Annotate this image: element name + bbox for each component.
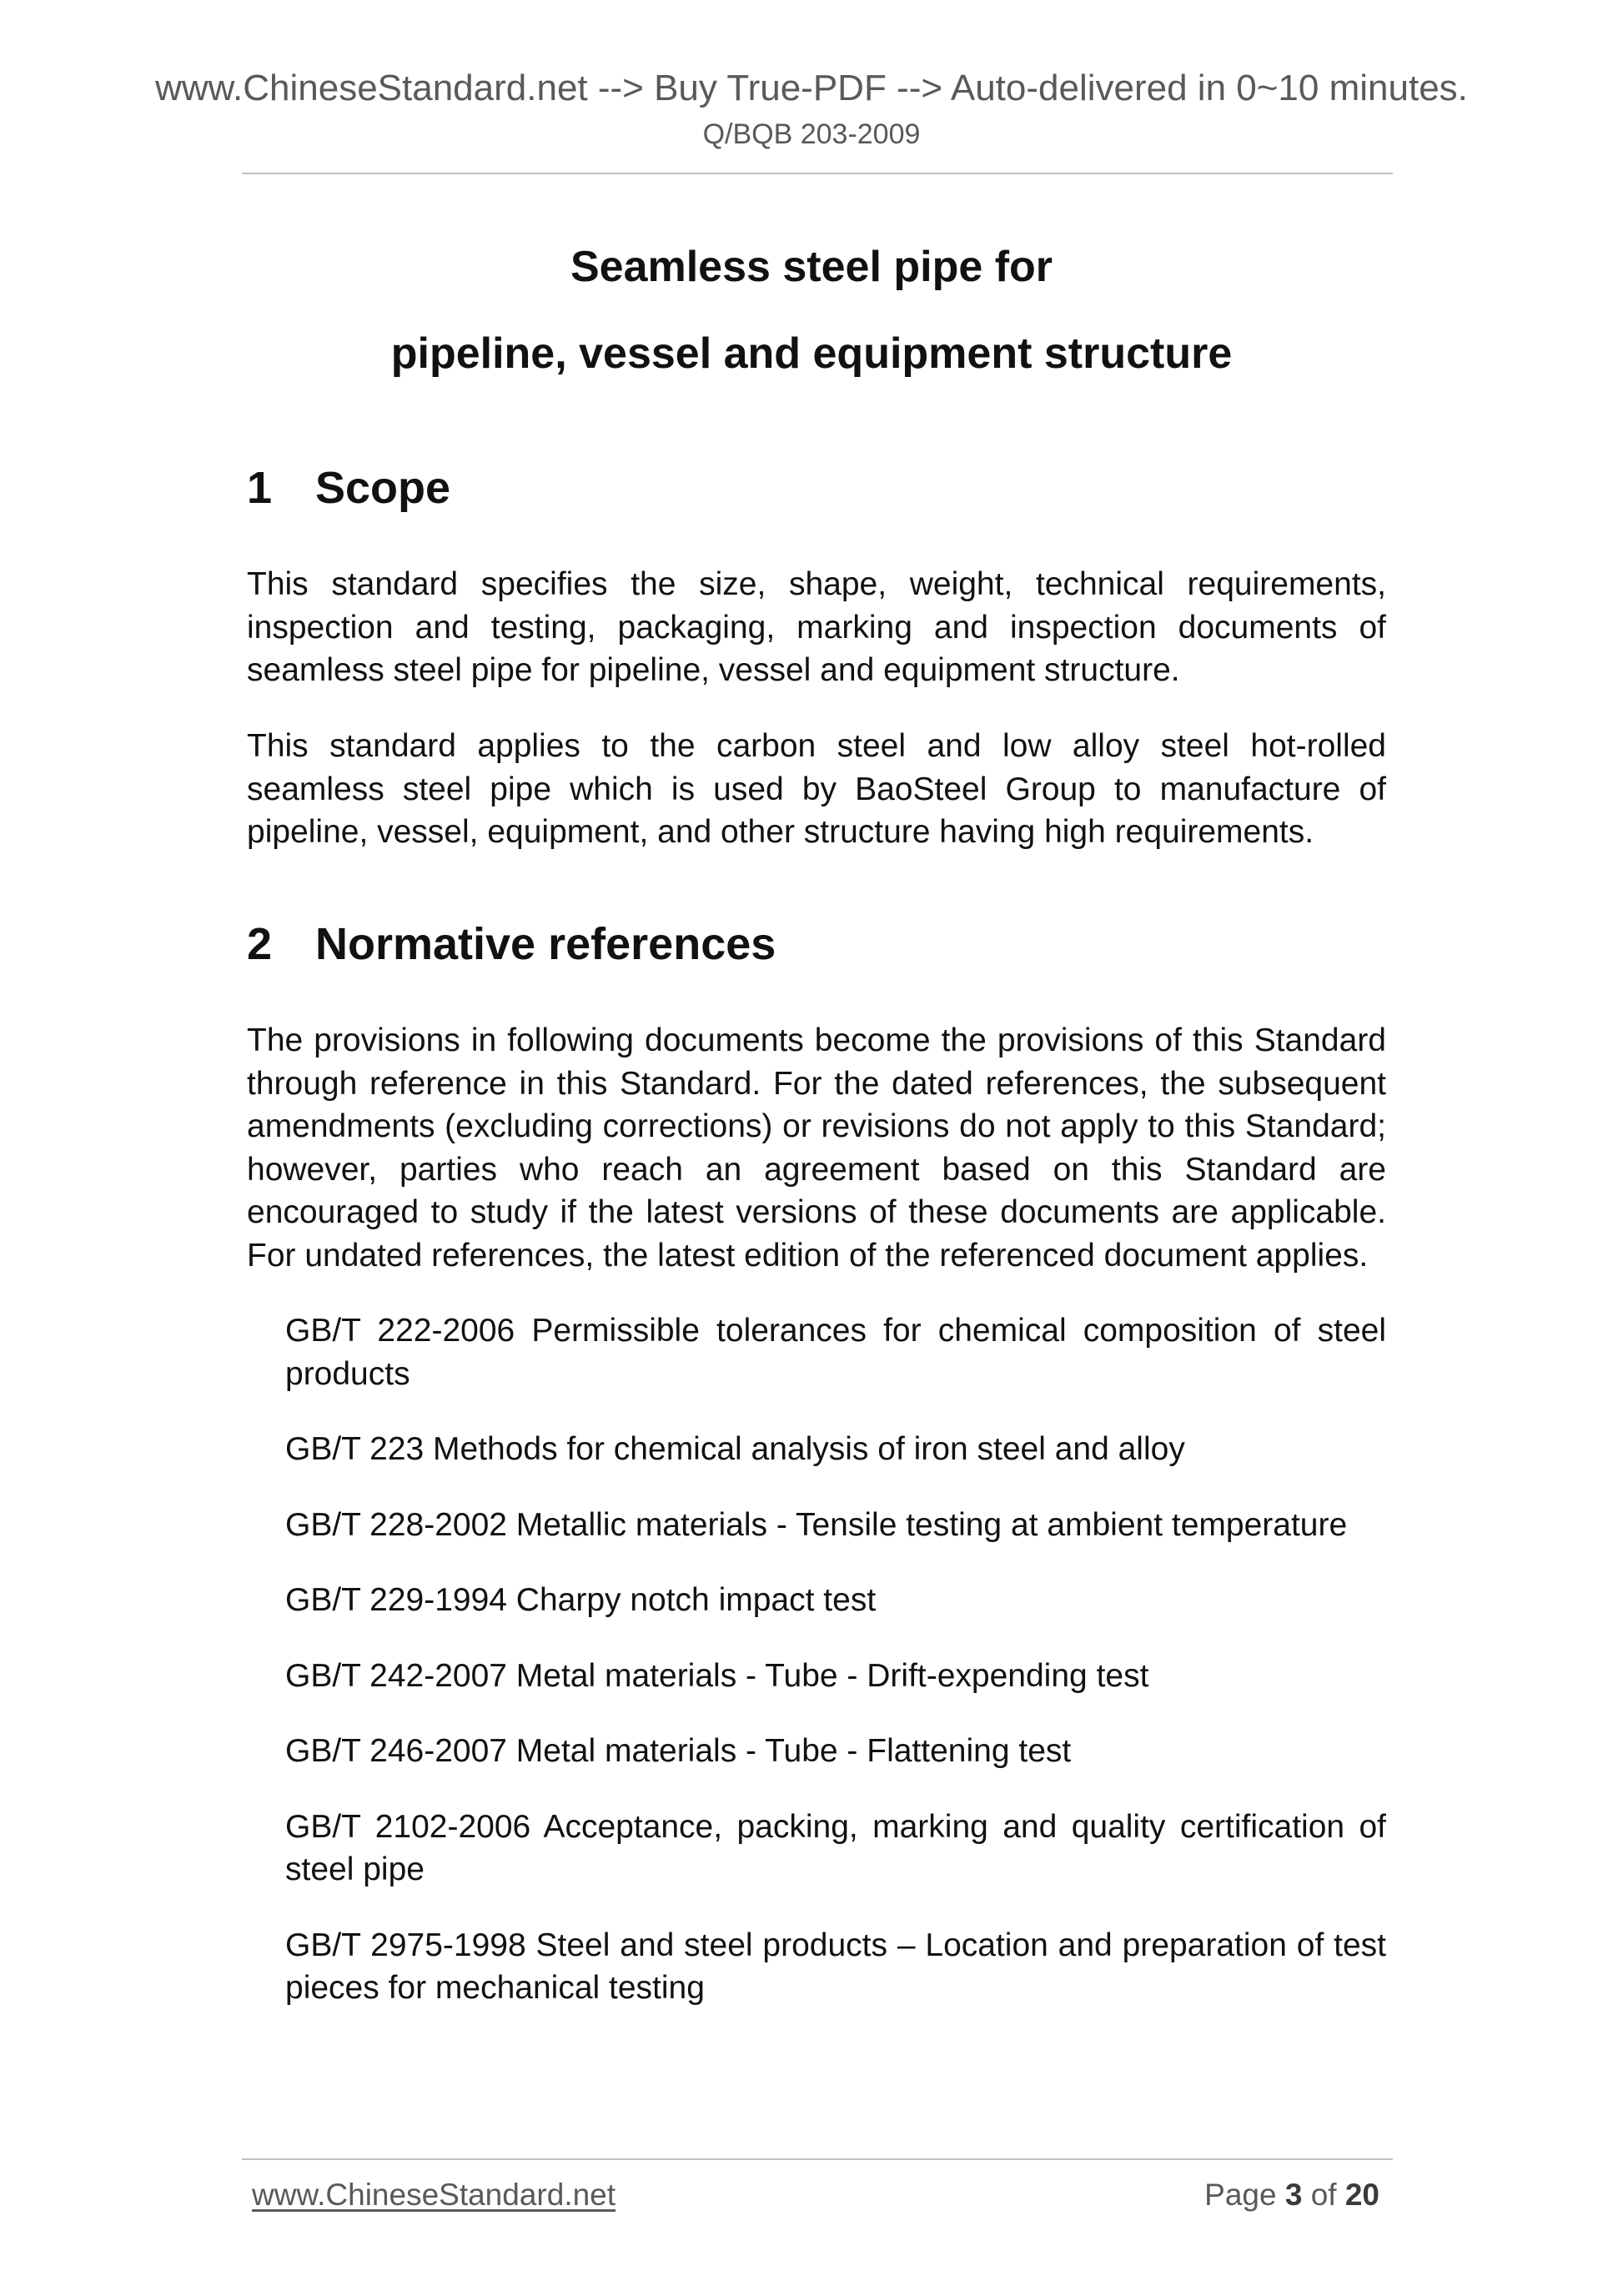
footer-website-link[interactable]: www.ChineseStandard.net (252, 2178, 616, 2212)
section-heading-normative-references (247, 917, 776, 972)
reference-item: GB/T 223 Methods for chemical analysis of iron steel and alloy (285, 1431, 1185, 1467)
reference-item: GB/T 2102-2006 Acceptance, packing, marking and quality certification of steel pipe (285, 1808, 1386, 1887)
reference-item: GB/T 229-1994 Charpy notch impact test (285, 1582, 877, 1618)
page-header (0, 65, 1623, 153)
reference-item: GB/T 222-2006 Permissible tolerances for chemical composition of steel products (285, 1313, 1386, 1392)
scope-paragraph-2: This standard applies to the carbon steel and low alloy steel hot-rolled seamless steel pipe which is used by BaoSteel Group to manufacture of pipeline, vessel, equipment, and other structure having high requirements. (247, 728, 1386, 850)
footer-divider (242, 2158, 1393, 2160)
section-number: 2 (247, 919, 273, 969)
page-of: of (1310, 2178, 1337, 2212)
total-pages: 20 (1344, 2178, 1379, 2212)
document-title-line-1: Seamless steel pipe for (570, 243, 1053, 291)
normative-references-paragraph: The provisions in following documents become the provisions of this Standard through reference in this Standard. For the dated references, the subsequent amendments (excluding corrections) or revisions do not apply to this Standard; however, parties who reach an agreement based on this Standard are encouraged to study if the latest versions of these documents are applicable. For undated references, the latest edition of the referenced document applies. (247, 1022, 1386, 1274)
section-heading-scope (247, 460, 450, 515)
reference-item: GB/T 2975-1998 Steel and steel products – Location and preparation of test pieces for mechanical testing (285, 1927, 1386, 2006)
header-banner[interactable]: www.ChineseStandard.net --> Buy True-PDF --> Auto-delivered in 0~10 minutes. (155, 68, 1468, 108)
reference-list (285, 1309, 1386, 2042)
standard-code: Q/BQB 203-2009 (702, 118, 921, 150)
reference-item: GB/T 246-2007 Metal materials - Tube - Flattening test (285, 1733, 1072, 1769)
scope-paragraph-1: This standard specifies the size, shape, weight, technical requirements, inspection and testing, packaging, marking and inspection documents of seamless steel pipe for pipeline, vessel and equipment structure. (247, 566, 1386, 688)
header-divider (242, 173, 1393, 174)
page-footer (252, 2172, 1379, 2218)
document-title-line-2: pipeline, vessel and equipment structure (390, 329, 1233, 378)
current-page: 3 (1284, 2178, 1303, 2212)
section-title: Normative references (315, 919, 776, 969)
reference-item: GB/T 228-2002 Metallic materials - Tensile testing at ambient temperature (285, 1506, 1348, 1543)
section-number: 1 (247, 463, 273, 513)
reference-item: GB/T 242-2007 Metal materials - Tube - Drift-expending test (285, 1657, 1149, 1694)
section-title: Scope (315, 463, 451, 513)
page-prefix: Page (1204, 2178, 1277, 2212)
page-number (1204, 2172, 1379, 2218)
